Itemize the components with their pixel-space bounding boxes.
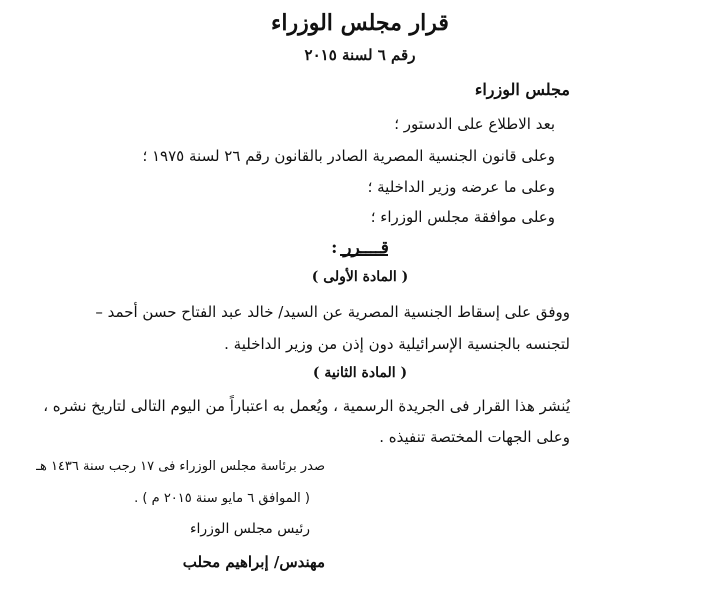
article-1-line-1: ووفق على إسقاط الجنسية المصرية عن السيد/ خالد عبد الفتاح حسن أحمد –: [95, 303, 570, 321]
decree-underline: [340, 254, 388, 256]
preamble-line-1: بعد الاطلاع على الدستور ؛: [394, 115, 555, 133]
signatory-name: مهندس/ إبراهيم محلب: [182, 553, 325, 571]
document-number: رقم ٦ لسنة ٢٠١٥: [304, 46, 416, 64]
cabinet-heading: مجلس الوزراء: [474, 80, 570, 99]
article-2-line-2: وعلى الجهات المختصة تنفيذه .: [379, 428, 570, 446]
decree-heading: قــــرر :: [331, 238, 389, 258]
document-title: قرار مجلس الوزراء: [271, 10, 449, 36]
article-1-line-2: لتجنسه بالجنسية الإسرائيلية دون إذن من وزير الداخلية .: [224, 335, 570, 353]
issued-gregorian-date: ( الموافق ٦ مايو سنة ٢٠١٥ م ) .: [134, 491, 310, 506]
signatory-title: رئيس مجلس الوزراء: [189, 521, 310, 537]
preamble-line-3: وعلى ما عرضه وزير الداخلية ؛: [367, 178, 555, 196]
article-1-title: ( المادة الأولى ): [311, 269, 409, 285]
preamble-line-4: وعلى موافقة مجلس الوزراء ؛: [370, 208, 555, 226]
article-2-line-1: يُنشر هذا القرار فى الجريدة الرسمية ، ويُعمل به اعتباراً من اليوم التالى لتاريخ نشره ،: [43, 397, 570, 415]
preamble-line-2: وعلى قانون الجنسية المصرية الصادر بالقانون رقم ٢٦ لسنة ١٩٧٥ ؛: [142, 147, 555, 165]
article-2-title: ( المادة الثانية ): [312, 365, 408, 381]
issued-hijri-date: صدر برئاسة مجلس الوزراء فى ١٧ رجب سنة ١٤٣٦ هـ: [36, 459, 325, 474]
